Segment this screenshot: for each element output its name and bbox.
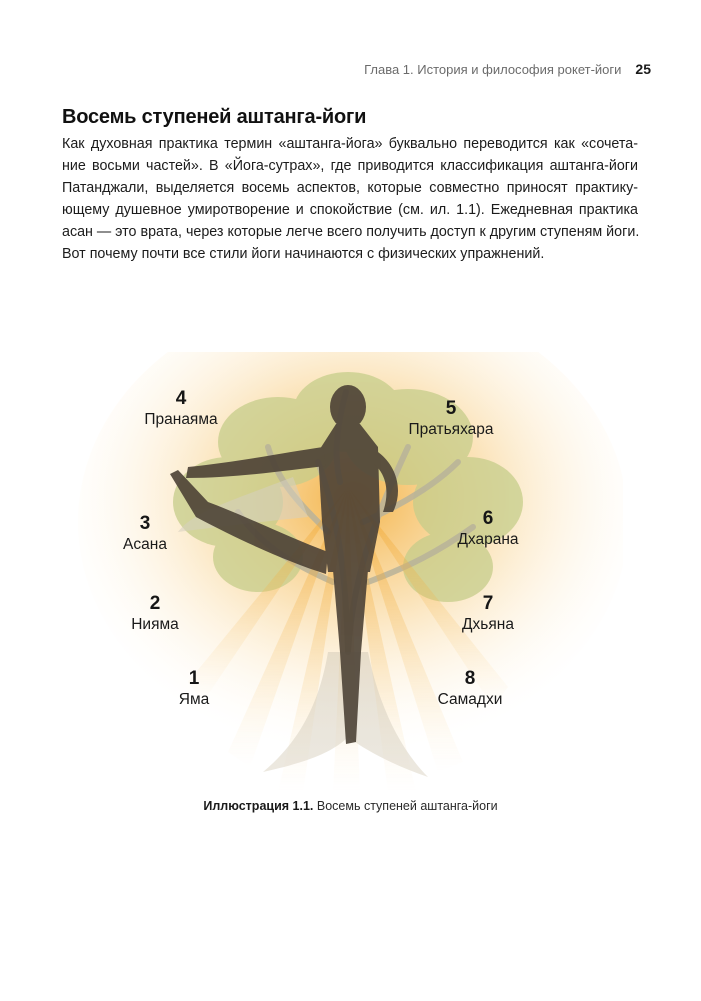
step-name: Дхарана — [457, 531, 519, 548]
paragraph-line: Вот почему почти все стили йоги начинаются с физических упражнений. — [62, 246, 545, 262]
step-number: 5 — [445, 398, 457, 419]
step-5 — [386, 398, 516, 440]
running-header — [364, 61, 651, 77]
step-6 — [423, 508, 553, 550]
step-name: Нияма — [131, 616, 179, 633]
step-name: Дхьяна — [462, 616, 514, 633]
paragraph-line: ние восьми частей». В «Йога-сутрах», где приводится классификация аштанга-йоги — [62, 158, 638, 174]
caption-label: Иллюстрация 1.1. — [203, 799, 314, 813]
step-number: 6 — [482, 508, 494, 529]
step-number: 7 — [482, 593, 494, 614]
step-name: Пранаяма — [144, 411, 218, 428]
step-number: 2 — [149, 593, 161, 614]
step-name: Самадхи — [437, 691, 503, 708]
figure-caption — [0, 799, 701, 813]
paragraph-line: Патанджали, выделяется восемь аспектов, которые совместно приносят практику- — [62, 180, 638, 196]
step-number: 8 — [464, 668, 476, 689]
step-3 — [80, 513, 210, 555]
step-number: 3 — [139, 513, 151, 534]
paragraph-line: асан — это врата, через которые легче всего получить доступ к другим ступеням йоги. — [62, 224, 640, 240]
caption-text: Восемь ступеней аштанга-йоги — [316, 799, 498, 813]
section-title: Восемь ступеней аштанга-йоги — [62, 106, 367, 128]
paragraph-line: Как духовная практика термин «аштанга-йога» буквально переводится как «сочета- — [62, 136, 638, 152]
step-7 — [423, 593, 553, 635]
step-name: Асана — [123, 536, 167, 553]
running-title: Глава 1. История и философия рокет-йоги — [364, 62, 622, 77]
step-name: Пратьяхара — [408, 421, 494, 438]
step-4 — [116, 388, 246, 430]
step-8 — [405, 668, 535, 710]
step-1 — [129, 668, 259, 710]
page-number: 25 — [635, 61, 651, 77]
figure-eight-limbs — [78, 352, 623, 792]
step-number: 1 — [188, 668, 200, 689]
step-name: Яма — [178, 691, 210, 708]
paragraph-line: ющему душевное умиротворение и спокойствие (см. ил. 1.1). Ежедневная практика — [62, 202, 638, 218]
step-2 — [90, 593, 220, 635]
step-number: 4 — [175, 388, 187, 409]
body-paragraph — [62, 133, 638, 265]
